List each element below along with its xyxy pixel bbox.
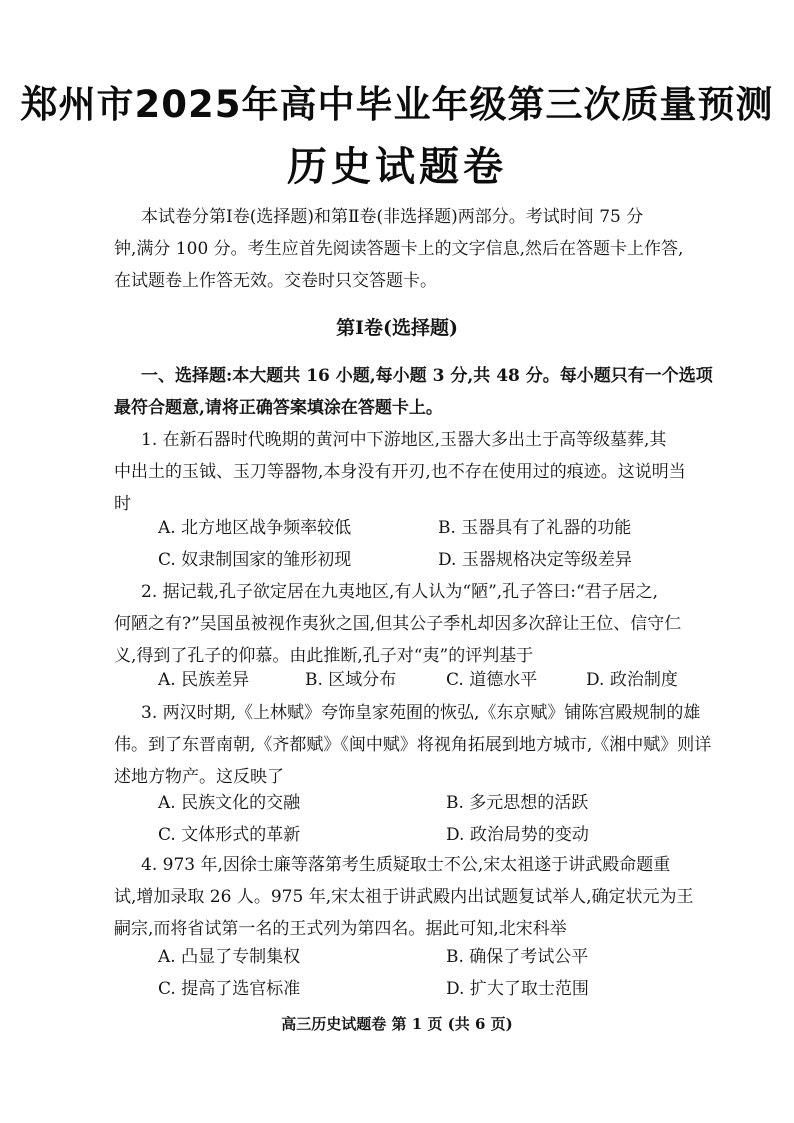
option-b: B. 多元思想的活跃 (446, 793, 589, 813)
intro-line: 本试卷分第Ⅰ卷(选择题)和第Ⅱ卷(非选择题)两部分。考试时间 75 分 (141, 207, 644, 227)
question-stem-line: 中出土的玉钺、玉刀等器物,本身没有开刃,也不存在使用过的痕迹。这说明当 (114, 462, 686, 482)
instructions-line: 最符合题意,请将正确答案填涂在答题卡上。 (114, 398, 443, 418)
question-stem-line: 4. 973 年,因徐士廉等落第考生质疑取士不公,宋太祖遂于讲武殿命题重 (141, 855, 671, 875)
option-a: A. 北方地区战争频率较低 (158, 518, 352, 538)
option-a: A. 民族文化的交融 (158, 793, 301, 813)
option-c: C. 奴隶制国家的雏形初现 (158, 550, 352, 570)
section-title: 第Ⅰ卷(选择题) (336, 317, 458, 339)
option-a: A. 民族差异 (158, 670, 250, 690)
question-stem-line: 2. 据记载,孔子欲定居在九夷地区,有人认为“陋”,孔子答曰:“君子居之, (141, 582, 659, 602)
question-stem-line: 义,得到了孔子的仰慕。由此推断,孔子对“夷”的评判基于 (114, 646, 534, 666)
question-stem-line: 伟。到了东晋南朝,《齐都赋》《闽中赋》将视角拓展到地方城市,《湘中赋》则详 (114, 735, 712, 755)
option-a: A. 凸显了专制集权 (158, 947, 301, 967)
question-stem-line: 嗣宗,而将省试第一名的王式列为第四名。据此可知,北宋科举 (114, 919, 567, 939)
option-d: D. 玉器规格决定等级差异 (438, 550, 632, 570)
question-stem-line: 何陋之有?”吴国虽被视作夷狄之国,但其公子季札却因多次辞让王位、信守仁 (114, 614, 682, 634)
intro-line: 钟,满分 100 分。考生应首先阅读答题卡上的文字信息,然后在答题卡上作答, (114, 239, 684, 259)
exam-subtitle: 历史试题卷 (287, 144, 507, 190)
exam-title: 郑州市2025年高中毕业年级第三次质量预测 (20, 83, 774, 126)
option-b: B. 确保了考试公平 (446, 947, 589, 967)
question-stem-line: 1. 在新石器时代晚期的黄河中下游地区,玉器大多出土于高等级墓葬,其 (141, 430, 667, 450)
question-stem-line: 试,增加录取 26 人。975 年,宋太祖于讲武殿内出试题复试举人,确定状元为王 (114, 887, 694, 907)
instructions-line: 一、选择题:本大题共 16 小题,每小题 3 分,共 48 分。每小题只有一个选项 (141, 366, 713, 386)
question-stem-line: 时 (114, 494, 131, 514)
question-stem-line: 3. 两汉时期,《上林赋》夸饰皇家苑囿的恢弘,《东京赋》铺陈宫殿规制的雄 (141, 703, 701, 723)
option-c: C. 提高了选官标准 (158, 979, 301, 999)
option-d: D. 政治制度 (586, 670, 678, 690)
option-b: B. 玉器具有了礼器的功能 (438, 518, 632, 538)
intro-line: 在试题卷上作答无效。交卷时只交答题卡。 (114, 271, 437, 291)
option-c: C. 道德水平 (446, 670, 538, 690)
option-d: D. 扩大了取士范围 (446, 979, 589, 999)
option-c: C. 文体形式的革新 (158, 825, 301, 845)
option-b: B. 区域分布 (305, 670, 397, 690)
question-stem-line: 述地方物产。这反映了 (114, 767, 284, 787)
page-footer: 高三历史试题卷 第 1 页 (共 6 页) (281, 1015, 513, 1033)
option-d: D. 政治局势的变动 (446, 825, 589, 845)
